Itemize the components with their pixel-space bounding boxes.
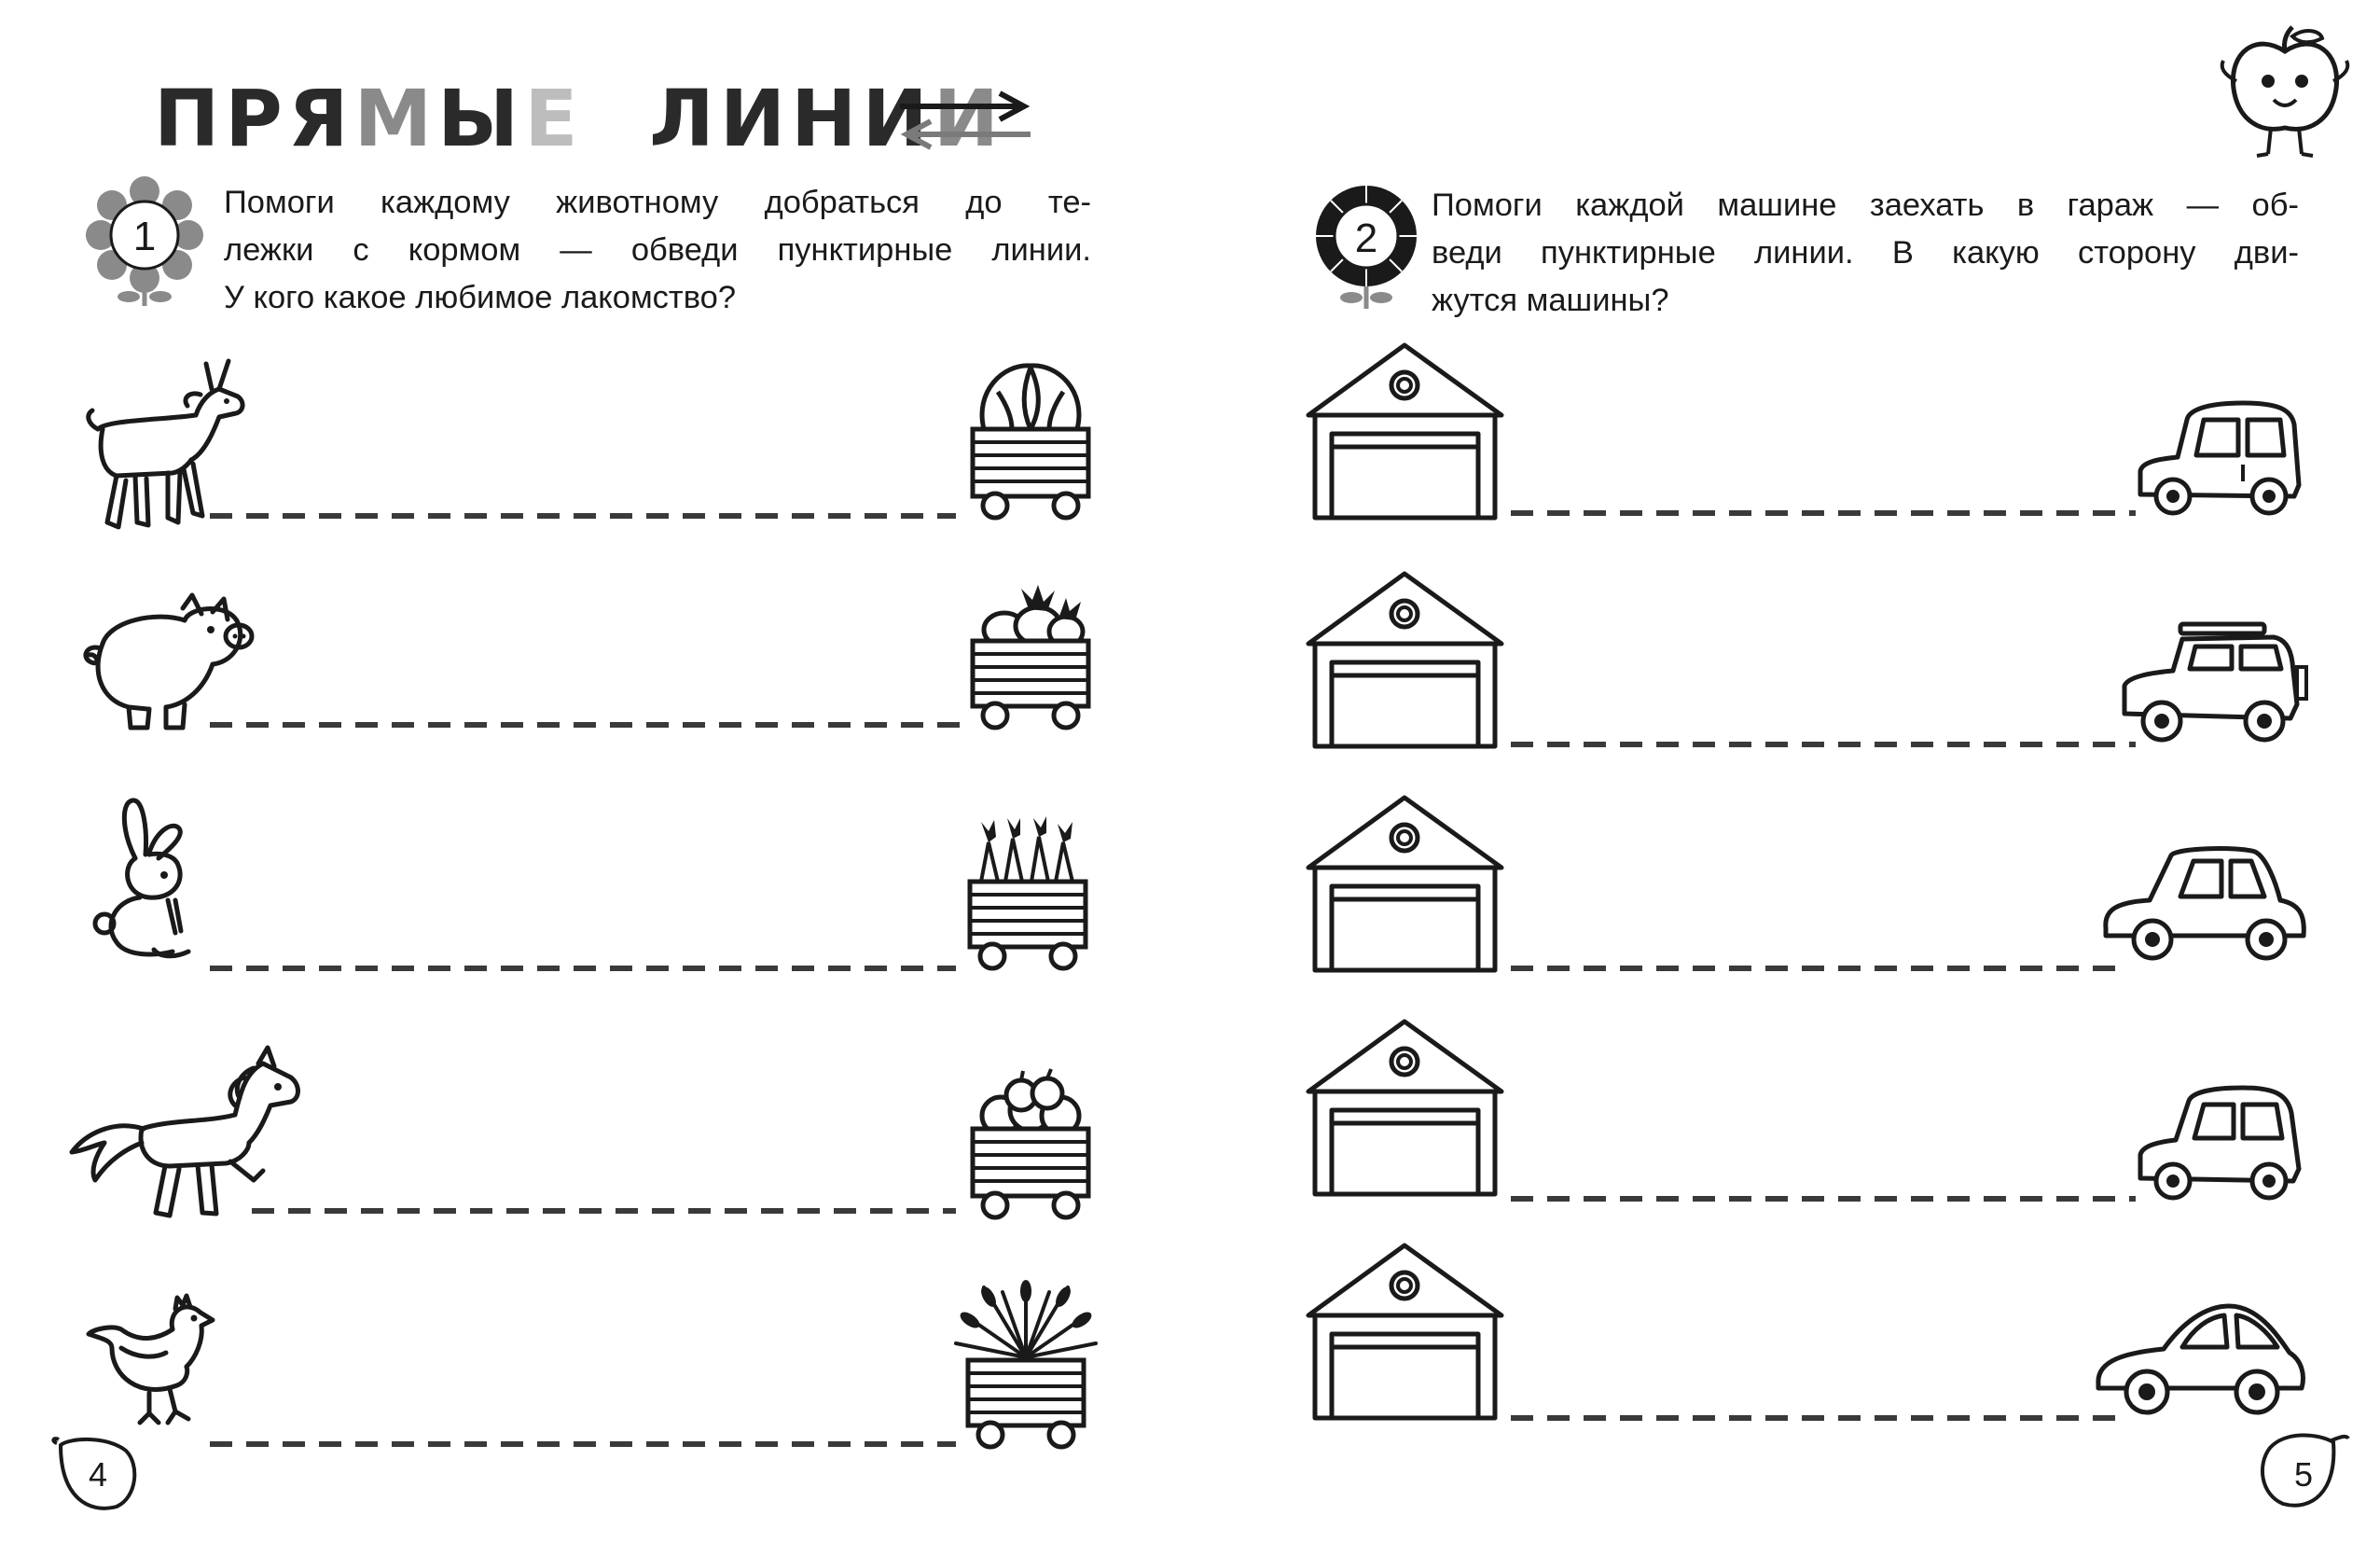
task2-number: 2 <box>1354 215 1378 261</box>
task2-line-3: жутся машины? <box>1432 283 1669 318</box>
dashed-line <box>1511 1413 2117 1423</box>
garage-icon <box>1304 341 1509 522</box>
chicken-icon <box>84 1292 224 1441</box>
task2-instructions <box>1432 182 2299 325</box>
left-page-number: 4 <box>89 1455 108 1494</box>
dashed-line <box>210 964 956 973</box>
sedan-icon <box>2098 835 2313 970</box>
dashed-line <box>210 511 956 521</box>
hatchback-icon <box>2131 1080 2308 1211</box>
task1-line-1: Помоги каждому животному добраться до те- <box>224 185 1091 220</box>
suv-icon <box>2115 620 2311 751</box>
dashed-line <box>1511 1194 2136 1203</box>
dashed-line <box>252 1206 956 1216</box>
pig-icon <box>73 588 259 737</box>
wheat-cart-icon <box>947 1278 1105 1455</box>
garage-icon <box>1304 793 1509 975</box>
coupe-icon <box>2089 1295 2313 1421</box>
task1-line-3: У кого какое любимое лакомство? <box>224 280 737 315</box>
task1-instructions <box>224 179 1091 322</box>
car-icon <box>2131 392 2308 527</box>
carrots-cart-icon <box>961 816 1096 975</box>
cabbage-cart-icon <box>965 354 1096 522</box>
dashed-line <box>210 720 961 730</box>
double-arrow-icon <box>895 86 1035 151</box>
horse-icon <box>67 1040 310 1227</box>
garage-icon <box>1304 1017 1509 1199</box>
garage-icon <box>1304 1241 1509 1423</box>
goat-icon <box>79 350 252 536</box>
dashed-line <box>210 1439 956 1449</box>
apple-mascot-icon <box>2220 23 2350 163</box>
page-title: ПРЯМЫЕ ЛИНИИ <box>154 73 1005 164</box>
task2-line-1: Помоги каждой машине заехать в гараж — об- <box>1432 188 2299 223</box>
dashed-line <box>1511 508 2136 518</box>
right-page-number: 5 <box>2294 1455 2314 1494</box>
rabbit-icon <box>84 793 224 970</box>
dashed-line <box>1511 740 2136 749</box>
beet-cart-icon <box>965 583 1096 732</box>
task2-line-2: веди пунктирные линии. В какую сторону дви- <box>1432 235 2299 271</box>
task1-number: 1 <box>132 214 157 259</box>
apples-cart-icon <box>965 1063 1096 1222</box>
garage-icon <box>1304 569 1509 751</box>
task1-line-2: лежки с кормом — обведи пунктирные линии. <box>224 232 1091 268</box>
dashed-line <box>1511 964 2122 973</box>
